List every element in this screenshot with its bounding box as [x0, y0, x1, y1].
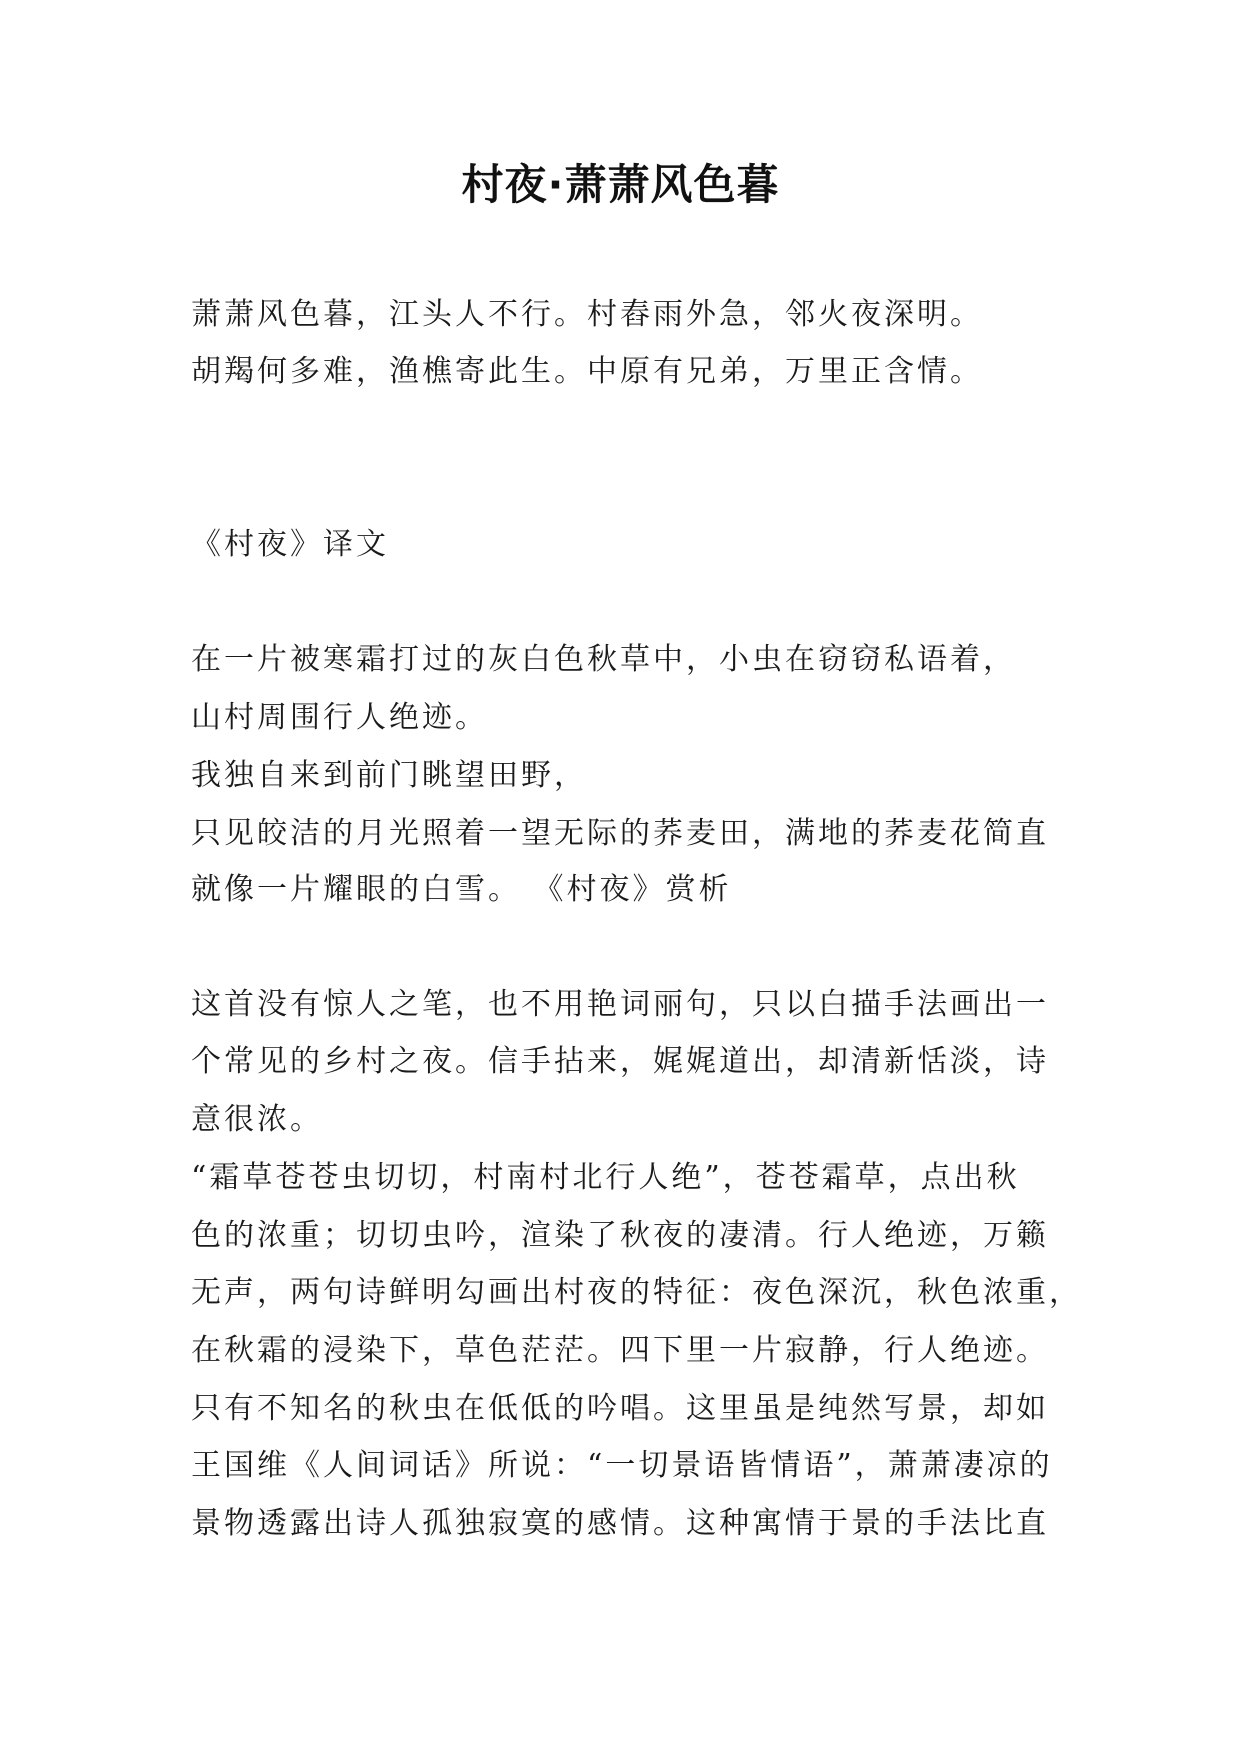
analysis-line: “霜草苍苍虫切切，村南村北行人绝”，苍苍霜草，点出秋: [191, 1160, 1020, 1195]
translation-line: 只见皎洁的月光照着一望无际的荞麦田，满地的荞麦花简直: [191, 816, 1049, 851]
analysis-line: 个常见的乡村之夜。信手拈来，娓娓道出，却清新恬淡，诗: [191, 1044, 1049, 1079]
analysis-line: 无声，两句诗鲜明勾画出村夜的特征：夜色深沉，秋色浓重，: [191, 1275, 1082, 1310]
translation-heading: 《村夜》译文: [191, 527, 389, 562]
page-title: 村夜·萧萧风色暮: [461, 160, 780, 209]
analysis-line: 王国维《人间词话》所说：“一切景语皆情语”，萧萧凄凉的: [191, 1448, 1053, 1483]
translation-line: 我独自来到前门眺望田野，: [191, 758, 587, 793]
analysis-line: 景物透露出诗人孤独寂寞的感情。这种寓情于景的手法比直: [191, 1506, 1049, 1541]
analysis-line: 在秋霜的浸染下，草色茫茫。四下里一片寂静，行人绝迹。: [191, 1333, 1049, 1368]
translation-line: 就像一片耀眼的白雪。 《村夜》赏析: [191, 872, 732, 907]
poem-line: 萧萧风色暮，江头人不行。村舂雨外急，邻火夜深明。: [191, 297, 983, 332]
translation-line: 在一片被寒霜打过的灰白色秋草中，小虫在窃窃私语着，: [191, 642, 1016, 677]
analysis-line: 色的浓重；切切虫吟，渲染了秋夜的凄清。行人绝迹，万籁: [191, 1218, 1049, 1253]
analysis-line: 意很浓。: [191, 1102, 323, 1137]
translation-line: 山村周围行人绝迹。: [191, 700, 488, 735]
analysis-line: 只有不知名的秋虫在低低的吟唱。这里虽是纯然写景，却如: [191, 1391, 1049, 1426]
poem-line: 胡羯何多难，渔樵寄此生。中原有兄弟，万里正含情。: [191, 354, 983, 389]
analysis-line: 这首没有惊人之笔，也不用艳词丽句，只以白描手法画出一: [191, 987, 1049, 1022]
